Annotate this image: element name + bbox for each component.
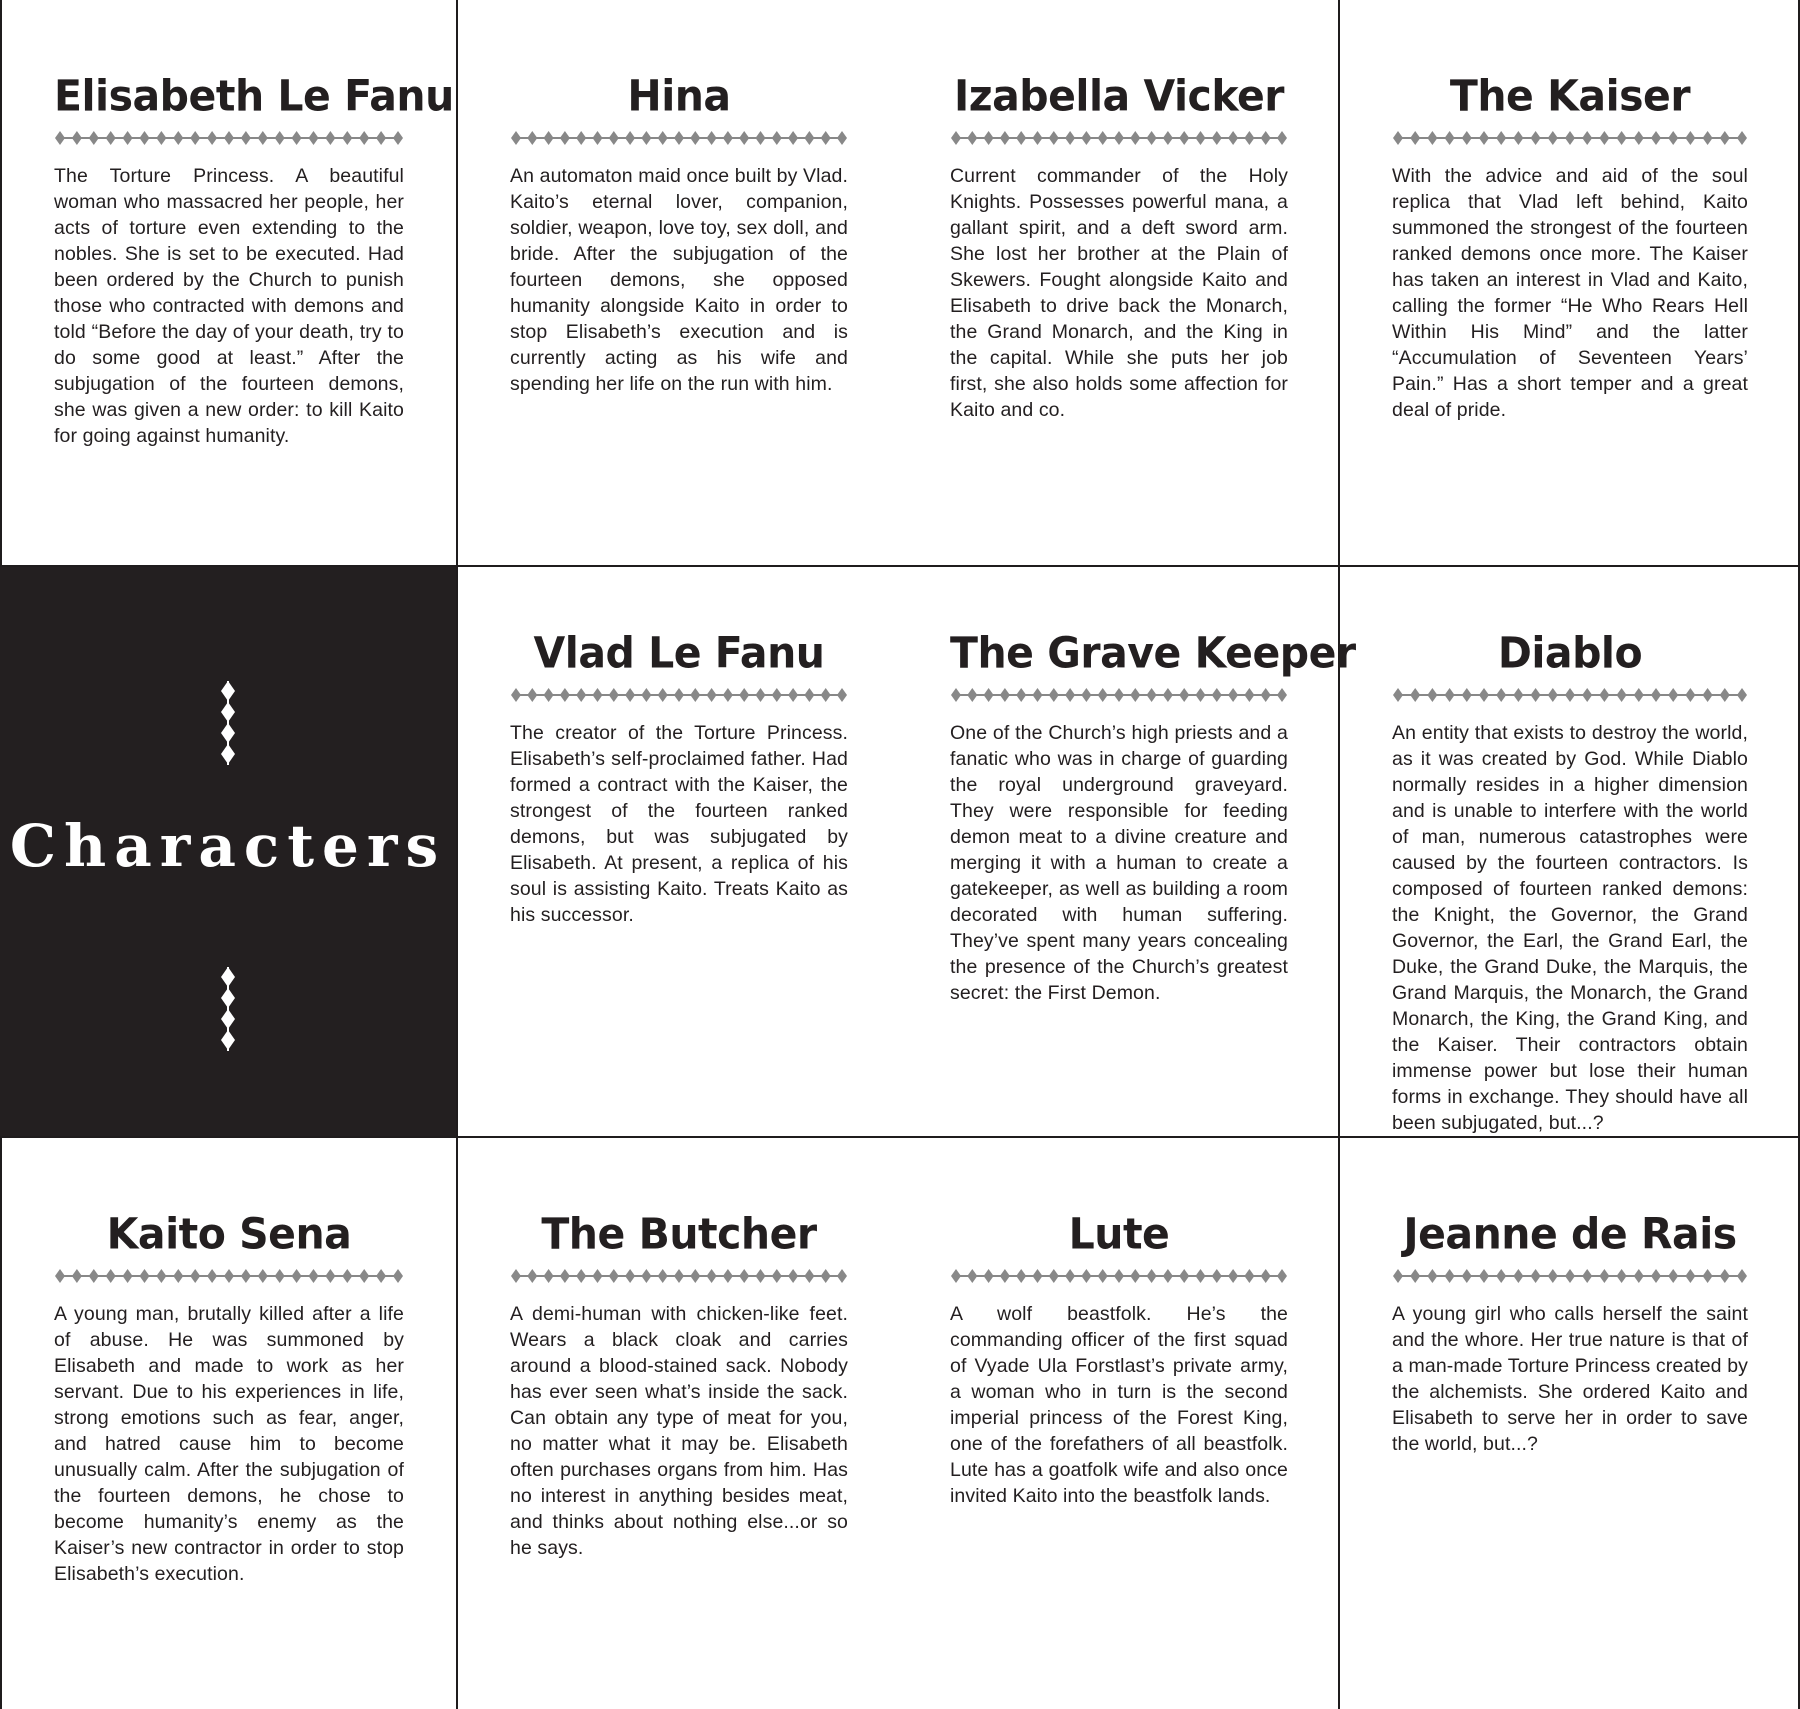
diamond-row-divider-icon xyxy=(1392,129,1748,147)
character-name: Vlad Le Fanu xyxy=(533,627,825,679)
diamond-row-divider-icon xyxy=(510,1267,848,1285)
character-card-diablo xyxy=(1340,567,1800,1138)
character-description: A young man, brutally killed after a life of abuse. He was summoned by Elisabeth and made to work as her servant. Due to his experiences in life, strong emotions such as fear, anger, and hatred cause him to become unusually calm. After the subjugation of the fourteen demons, he chose to become humanity’s enemy as the Kaiser’s new contractor in order to stop Elisabeth’s execution. xyxy=(54,1303,404,1586)
diamond-row-divider-icon xyxy=(950,686,1288,704)
character-card-hina xyxy=(458,0,898,567)
diamond-row-divider-icon xyxy=(54,129,404,147)
character-card-elisabeth xyxy=(0,0,458,567)
diamond-row-divider-icon xyxy=(510,129,848,147)
character-name: Jeanne de Rais xyxy=(1403,1208,1737,1260)
character-card-jeanne xyxy=(1340,1138,1800,1709)
character-description: With the advice and aid of the soul replica that Vlad left behind, Kaito summoned the strongest of the fourteen ranked demons once more. The Kaiser has taken an interest in Vlad and Kaito, calling the former “He Who Rears Hell Within His Mind” and the latter “Accumulation of Seventeen Years’ Pain.” Has a short temper and a great deal of pride. xyxy=(1392,165,1748,422)
character-card-grave-keeper xyxy=(898,567,1356,1138)
character-name: Kaito Sena xyxy=(106,1208,352,1260)
diamond-chain-icon xyxy=(218,967,238,1051)
character-name: Izabella Vicker xyxy=(953,70,1285,122)
character-card-vlad xyxy=(458,567,898,1138)
character-name: The Grave Keeper xyxy=(950,627,1356,679)
character-name: The Butcher xyxy=(541,1208,817,1260)
character-name: Hina xyxy=(627,70,731,122)
diamond-chain-icon xyxy=(218,681,238,765)
character-name: Diablo xyxy=(1497,627,1643,679)
diamond-row-divider-icon xyxy=(510,686,848,704)
banner-title: Characters xyxy=(9,812,447,880)
character-description: Current commander of the Holy Knights. Possesses powerful mana, a gallant spirit, and a deft sword arm. She lost her brother at the Plain of Skewers. Fought alongside Kaito and Elisabeth to drive back the Monarch, the Grand Monarch, and the King in the capital. While she puts her job first, she also holds some affection for Kaito and co. xyxy=(950,165,1288,422)
characters-banner xyxy=(0,567,458,1138)
diamond-row-divider-icon xyxy=(1392,686,1748,704)
character-description: A demi-human with chicken-like feet. Wears a black cloak and carries around a blood-stained sack. Nobody has ever seen what’s inside the sack. Can obtain any type of meat for you, no matter what it may be. Elisabeth often purchases organs from him. Has no interest in anything besides meat, and thinks about nothing else...or so he says. xyxy=(510,1303,848,1560)
diamond-row-divider-icon xyxy=(1392,1267,1748,1285)
diamond-row-divider-icon xyxy=(950,129,1288,147)
character-card-butcher xyxy=(458,1138,898,1709)
character-description: An automaton maid once built by Vlad. Kaito’s eternal lover, companion, soldier, weapon, love toy, sex doll, and bride. After the subjugation of the fourteen demons, she opposed humanity alongside Kaito in order to stop Elisabeth’s execution and is currently acting as his wife and spending her life on the run with him. xyxy=(510,165,848,396)
character-card-izabella xyxy=(898,0,1340,567)
character-name: The Kaiser xyxy=(1449,70,1691,122)
character-card-kaito xyxy=(0,1138,458,1709)
character-description: A young girl who calls herself the saint and the whore. Her true nature is that of a man-made Torture Princess created by the alchemists. She ordered Kaito and Elisabeth to serve her in order to save the world, but...? xyxy=(1392,1303,1748,1456)
character-description: The creator of the Torture Princess. Elisabeth’s self-proclaimed father. Had formed a contract with the Kaiser, the strongest of the fourteen ranked demons, but was subjugated by Elisabeth. At present, a replica of his soul is assisting Kaito. Treats Kaito as his successor. xyxy=(510,722,848,927)
diamond-row-divider-icon xyxy=(54,1267,404,1285)
character-description: An entity that exists to destroy the world, as it was created by God. While Diablo normally resides in a higher dimension and is unable to interfere with the world of man, numerous catastrophes were caused by the fourteen contractors. Is composed of fourteen ranked demons: the Knight, the Governor, the Grand Governor, the Earl, the Grand Earl, the Duke, the Grand Duke, the Marquis, the Grand Marquis, the Monarch, the Grand Monarch, the King, the Grand King, and the Kaiser. Their contractors obtain immense power but lose their human forms in exchange. They should have all been subjugated, but...? xyxy=(1392,722,1748,1135)
diamond-row-divider-icon xyxy=(950,1267,1288,1285)
character-name: Elisabeth Le Fanu xyxy=(54,70,454,122)
character-name: Lute xyxy=(1068,1208,1170,1260)
character-description: The Torture Princess. A beautiful woman who massacred her people, her acts of torture even extending to the nobles. She is set to be executed. Had been ordered by the Church to punish those who contracted with demons and told “Before the day of your death, try to do some good at least.” After the subjugation of the fourteen demons, she was given a new order: to kill Kaito for going against humanity. xyxy=(54,165,404,448)
character-description: One of the Church’s high priests and a fanatic who was in charge of guarding the royal underground graveyard. They were responsible for feeding demon meat to a divine creature and merging it with a human to create a gatekeeper, as well as building a room decorated with human suffering. They’ve spent many years concealing the presence of the Church’s greatest secret: the First Demon. xyxy=(950,722,1288,1005)
character-description: A wolf beastfolk. He’s the commanding officer of the first squad of Vyade Ula Forstlast’s private army, a woman who in turn is the second imperial princess of the Forest King, one of the forefathers of all beastfolk. Lute has a goatfolk wife and also once invited Kaito into the beastfolk lands. xyxy=(950,1303,1288,1508)
character-card-lute xyxy=(898,1138,1340,1709)
character-card-kaiser xyxy=(1340,0,1800,567)
